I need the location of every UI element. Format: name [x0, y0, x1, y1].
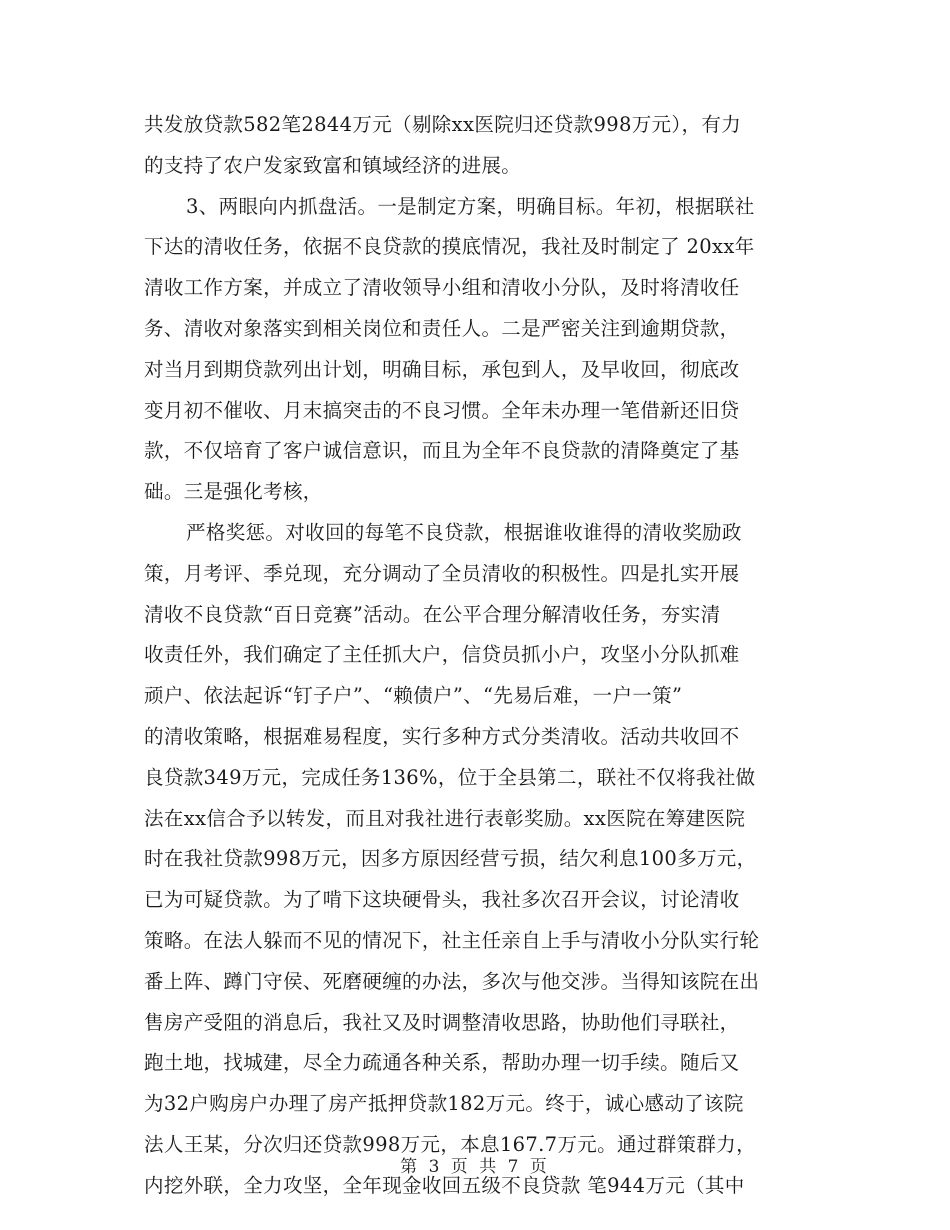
- text-line: 良贷款349万元，完成任务136%，位于全县第二，联社不仅将我社做: [144, 765, 756, 789]
- text-line: 础。三是强化考核，: [144, 480, 323, 504]
- text-line: 清收不良贷款“百日竞赛”活动。在公平合理分解清收任务，夯实清: [144, 602, 721, 626]
- text-line: 下达的清收任务，依据不良贷款的摸底情况，我社及时制定了 20xx年: [144, 235, 755, 259]
- text-line: 为32户购房户办理了房产抵押贷款182万元。终于，诚心感动了该院: [144, 1092, 744, 1116]
- text-line: 清收工作方案，并成立了清收领导小组和清收小分队，及时将清收任: [144, 276, 740, 300]
- text-line: 顽户、依法起诉“钉子户”、“赖债户”、“先易后难，一户一策”: [144, 684, 683, 708]
- text-line: 对当月到期贷款列出计划，明确目标，承包到人，及早收回，彻底改: [144, 357, 740, 381]
- text-line: 法人王某，分次归还贷款998万元，本息167.7万元。通过群策群力，: [144, 1132, 756, 1156]
- text-line: 策略。在法人躲而不见的情况下，社主任亲自上手与清收小分队实行轮: [144, 928, 760, 952]
- text-line: 3、两眼向内抓盘活。一是制定方案，明确目标。年初，根据联社: [186, 194, 755, 218]
- text-line: 策，月考评、季兑现，充分调动了全员清收的积极性。四是扎实开展: [144, 561, 740, 585]
- text-line: 款，不仅培育了客户诚信意识，而且为全年不良贷款的清降奠定了基: [144, 439, 740, 463]
- text-line: 严格奖惩。对收回的每笔不良贷款，根据谁收谁得的清收奖励政: [186, 520, 742, 544]
- text-line: 务、清收对象落实到相关岗位和责任人。二是严密关注到逾期贷款，: [144, 316, 740, 340]
- text-line: 共发放贷款582笔2844万元（剔除xx医院归还贷款998万元），有力: [144, 113, 742, 136]
- text-line: 法在xx信合予以转发，而且对我社进行表彰奖励。xx医院在筹建医院: [144, 806, 746, 830]
- text-line: 收责任外，我们确定了主任抓大户，信贷员抓小户，攻坚小分队抓难: [144, 643, 740, 667]
- text-line: 跑土地，找城建，尽全力疏通各种关系，帮助办理一切手续。随后又: [144, 1051, 740, 1075]
- text-line: 的清收策略，根据难易程度，实行多种方式分类清收。活动共收回不: [144, 724, 740, 748]
- text-line: 番上阵、蹲门守侯、死磨硬缠的办法，多次与他交涉。当得知该院在出: [144, 969, 760, 993]
- text-line: 时在我社贷款998万元，因多方原因经营亏损，结欠利息100多万元，: [144, 847, 757, 871]
- text-line: 变月初不催收、月末搞突击的不良习惯。全年未办理一笔借新还旧贷: [144, 398, 740, 422]
- body-text: [144, 105, 814, 1207]
- text-line: 内挖外联，全力攻坚，全年现金收回五级不良贷款 笔944万元（其中: [144, 1173, 745, 1197]
- text-line: 已为可疑贷款。为了啃下这块硬骨头，我社多次召开会议，讨论清收: [144, 888, 740, 912]
- text-line: 售房产受阻的消息后，我社又及时调整清收思路，协助他们寻联社，: [144, 1010, 740, 1034]
- page-number-footer: 第 3 页 共 7 页: [400, 1157, 550, 1177]
- text-line: 的支持了农户发家致富和镇域经济的进展。: [144, 153, 522, 177]
